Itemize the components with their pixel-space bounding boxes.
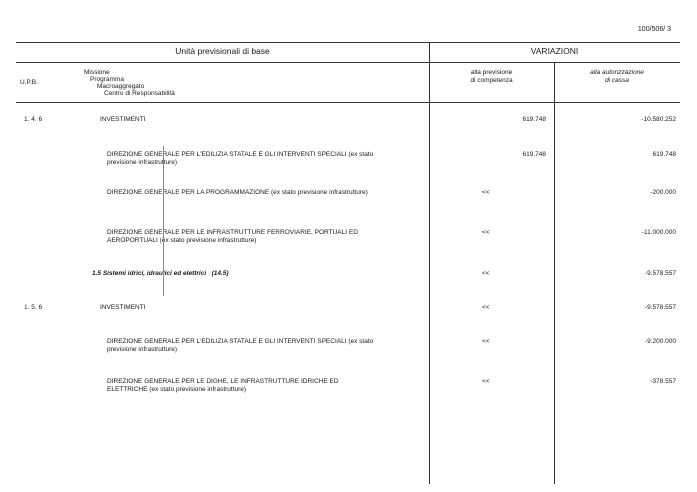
table-row-cassa: -9.578.557: [644, 304, 676, 311]
table-row-text: DIREZIONE GENERALE PER LE INFRASTRUTTURE FERROVIARIE, PORTUALI ED: [107, 229, 358, 236]
table-row-text: INVESTIMENTI: [100, 116, 146, 123]
header-centro-responsabilita: Centro di Responsabilità: [104, 90, 175, 97]
budget-table: [16, 42, 680, 484]
header-cassa-line2: di cassa: [605, 77, 629, 84]
table-row-cassa: -200.000: [650, 189, 676, 196]
scan-artifact-line: [163, 146, 164, 296]
table-top-border: [16, 42, 680, 43]
header-bottom-border: [16, 102, 680, 103]
table-row-text: ELETTRICHE (ex stato previsione infrastrutture): [107, 386, 247, 393]
header-missione: Missione: [84, 69, 110, 76]
table-row-text: INVESTIMENTI: [100, 304, 146, 311]
table-row-cassa: -378.557: [650, 378, 676, 385]
header-cassa: [554, 69, 680, 85]
table-row-competenza: <<: [482, 304, 490, 311]
table-row-competenza: <<: [482, 229, 490, 236]
table-row-competenza: 619.748: [522, 116, 546, 123]
header-variazioni: VARIAZIONI: [530, 46, 579, 56]
table-row-cassa: 619.748: [652, 151, 676, 158]
header-unita-previsionali: Unità previsionali di base: [175, 46, 270, 56]
table-row-text: DIREZIONE GENERALE PER L'EDILIZIA STATALE E GLI INTERVENTI SPECIALI (ex stato: [107, 338, 374, 345]
table-row-competenza: 619.748: [522, 151, 546, 158]
table-row-competenza: <<: [482, 338, 490, 345]
table-row-competenza: <<: [482, 189, 490, 196]
table-row-text: previsione infrastrutture): [107, 159, 178, 166]
header-separator: [16, 62, 680, 63]
table-row-upb: 1. 4. 6: [24, 116, 43, 123]
table-row-text: previsione infrastrutture): [107, 346, 178, 353]
header-cassa-line1: alla autorizzazione: [590, 69, 644, 76]
variazioni-divider: [429, 42, 430, 484]
header-programma: Programma: [90, 76, 124, 83]
header-competenza-line2: di competenza: [470, 77, 513, 84]
table-row-text: DIREZIONE GENERALE PER LE DIGHE, LE INFRASTRUTTURE IDRICHE ED: [107, 378, 339, 385]
header-competenza: [429, 69, 554, 85]
section-heading: 1.5 Sistemi idrici, idraulici ed elettrici (14.5): [92, 270, 229, 277]
header-competenza-line1: alla previsione: [470, 69, 513, 76]
page-number: 100/506/ 3: [637, 26, 671, 33]
table-row-competenza: <<: [482, 270, 490, 277]
table-row-text: DIREZIONE GENERALE PER L'EDILIZIA STATALE E GLI INTERVENTI SPECIALI (ex stato: [107, 151, 374, 158]
header-macroaggregato: Macroaggregato: [97, 83, 145, 90]
table-row-cassa: -9.578.557: [644, 270, 676, 277]
table-row-text: DIREZIONE GENERALE PER LA PROGRAMMAZIONE (ex stato previsione infrastrutture): [107, 189, 368, 196]
header-upb: U.P.B.: [20, 79, 38, 86]
cassa-divider: [554, 62, 555, 484]
table-row-competenza: <<: [482, 378, 490, 385]
table-row-upb: 1. 5. 6: [24, 304, 43, 311]
table-row-cassa: -9.200.000: [644, 338, 676, 345]
table-row-text: AEROPORTUALI (ex stato previsione infrastrutture): [107, 237, 257, 244]
table-row-cassa: -10.580.252: [641, 116, 676, 123]
table-row-cassa: -11.000.000: [641, 229, 676, 236]
